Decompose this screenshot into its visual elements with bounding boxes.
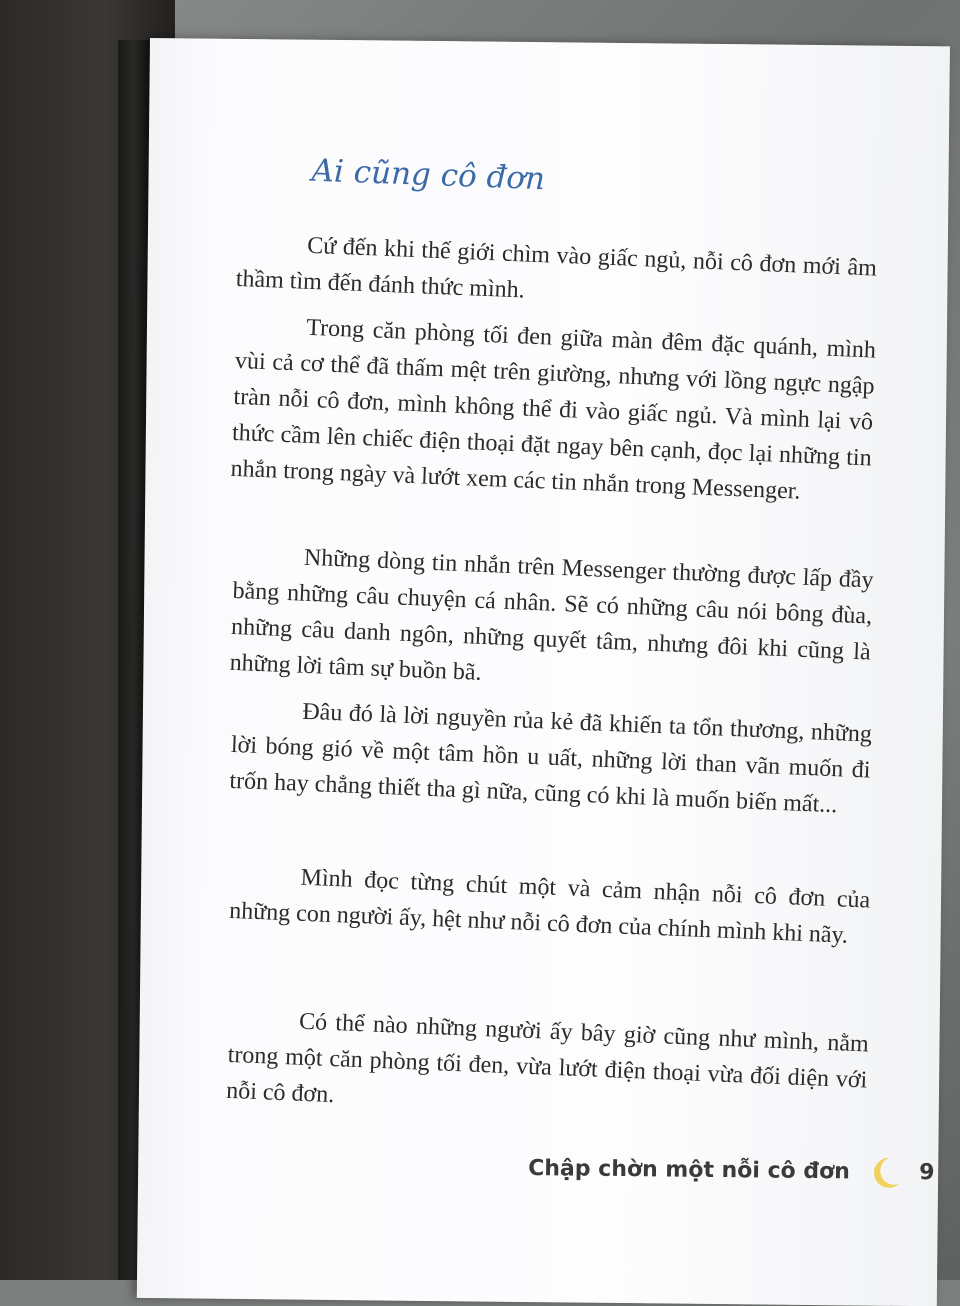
chapter-title: Ai cũng cô đơn (311, 152, 546, 198)
paragraph-3: Những dòng tin nhắn trên Messenger thường được lấp đầy bằng những câu chuyện cá nhân. Sẽ có những câu nói bông đùa, những câu danh ngôn, những quyết tâm, nhưng đôi khi cũng là những lời tâm sự buồn bã. (229, 544, 875, 686)
page-number: 9 (919, 1160, 935, 1186)
paragraph-5: Mình đọc từng chút một và cảm nhận nỗi cô đơn của những con người ấy, hệt như nỗi cô đơn của chính mình khi nãy. (228, 864, 871, 949)
paragraph-2: Trong căn phòng tối đen giữa màn đêm đặc quánh, mình vùi cả cơ thể đã thấm mệt trên giường, nhưng với lồng ngực ngập tràn nỗi cô đơn, mình không thể đi vào giấc ngủ. Và mình lại vô thức cầm lên chiếc điện thoại đặt ngay bên cạnh, đọc lại những tin nhắn trong ngày và lướt xem các tin nhắn trong Messenger. (230, 314, 877, 505)
page-footer (528, 1152, 935, 1190)
crescent-moon-icon (869, 1156, 901, 1190)
paragraph-1: Cứ đến khi thế giới chìm vào giấc ngủ, nỗi cô đơn mới âm thầm tìm đến đánh thức mình. (235, 232, 878, 304)
running-title: Chập chờn một nỗi cô đơn (528, 1156, 851, 1185)
paragraph-4: Đâu đó là lời nguyền rủa kẻ đã khiến ta tổn thương, những lời bóng gió về một tâm hồn u uất, những lời than vãn muốn đi trốn hay chẳng thiết tha gì nữa, cũng có khi là muốn biến mất... (229, 698, 873, 819)
paragraph-6: Có thể nào những người ấy bây giờ cũng như mình, nằm trong một căn phòng tối đen, vừa lướt điện thoại vừa đối diện với nỗi cô đơn. (225, 1008, 870, 1109)
book-page (137, 38, 950, 1306)
